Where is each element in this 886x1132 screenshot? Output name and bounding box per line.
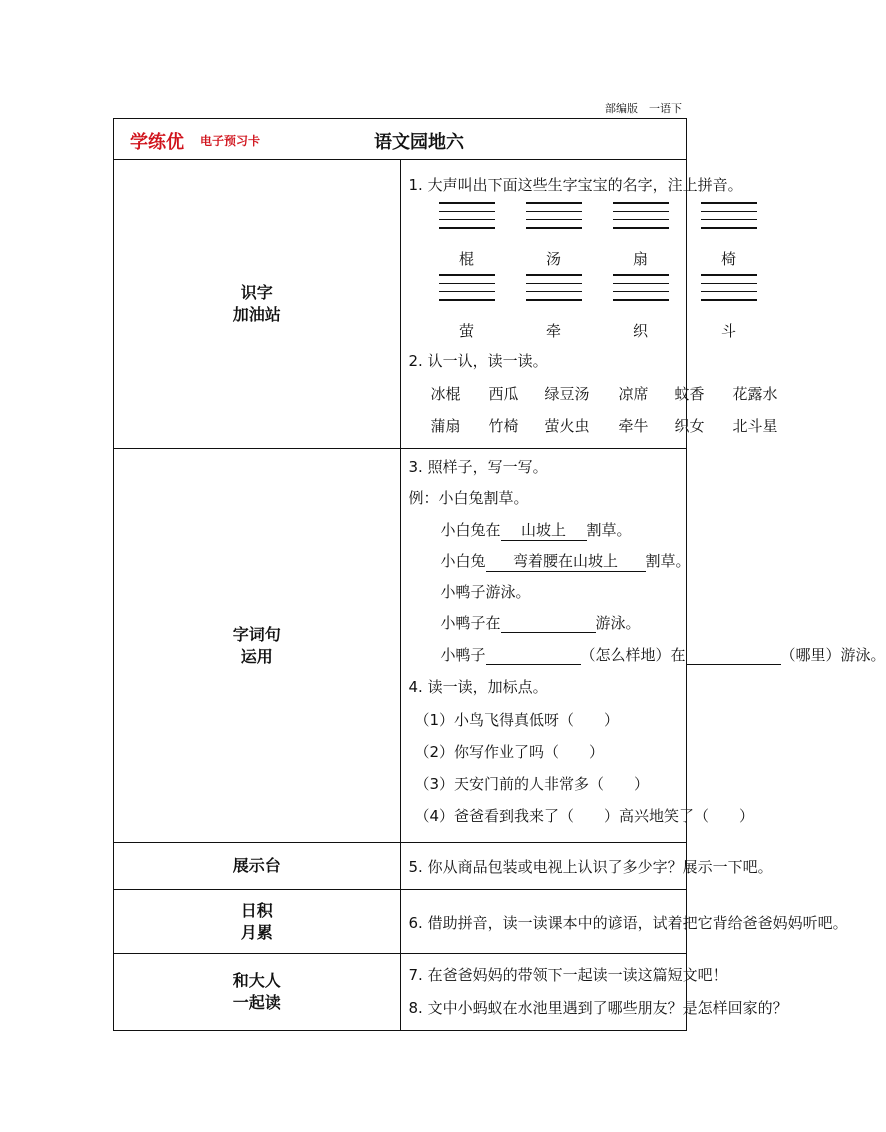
question-7: 7. 在爸爸妈妈的带领下一起读一读这篇短文吧！: [408, 966, 728, 984]
section-label-accumulate: 日积 月累: [114, 890, 401, 954]
question-1: 1. 大声叫出下面这些生字宝宝的名字，注上拼音。: [408, 176, 743, 194]
word: 绿豆汤: [544, 385, 590, 403]
question-2: 2. 认一认，读一读。: [408, 352, 548, 370]
character: 扇: [632, 250, 648, 268]
character: 棍: [458, 250, 474, 268]
section-reading: [400, 954, 788, 1031]
answer-blank[interactable]: [686, 646, 781, 665]
question-5: 5. 你从商品包装或电视上认识了多少字？展示一下吧。: [408, 858, 773, 876]
card-header: [114, 119, 687, 160]
word: 西瓜: [488, 385, 519, 403]
character: 斗: [720, 322, 736, 340]
section-accumulate: [400, 890, 848, 954]
word: 蚊香: [674, 385, 705, 403]
brand-subtitle: 电子预习卡: [200, 134, 261, 148]
section-display: [400, 843, 773, 890]
character: 牵: [545, 322, 561, 340]
word: 北斗星: [732, 417, 778, 435]
punctuation-item-3: （3）天安门前的人非常多（ ）: [414, 775, 650, 793]
character: 汤: [545, 250, 561, 268]
edition-label: 部编版 一语下: [605, 102, 682, 115]
word: 萤火虫: [544, 417, 590, 435]
example-label: 例：小白兔割草。: [408, 489, 529, 507]
pinyin-lines: [613, 202, 669, 236]
page-title: 语文园地六: [374, 132, 464, 153]
pinyin-lines: [613, 274, 669, 308]
answer-blank[interactable]: [501, 614, 596, 633]
section-literacy: [400, 160, 778, 449]
pinyin-lines: [439, 202, 495, 236]
character: 椅: [720, 250, 736, 268]
word: 织女: [674, 417, 705, 435]
character: 织: [632, 322, 648, 340]
pinyin-lines: [701, 202, 757, 236]
word: 凉席: [618, 385, 649, 403]
word: 蒲扇: [430, 417, 461, 435]
example-sentence-2: 小白兔 弯着腰在山坡上 割草。: [440, 552, 691, 570]
example-sentence-1: 小白兔在 山坡上 割草。: [440, 521, 632, 539]
pinyin-lines: [439, 274, 495, 308]
task-sentence: 小鸭子游泳。: [440, 583, 531, 601]
fill-sentence-1: 小鸭子在 游泳。: [440, 614, 641, 632]
question-4: 4. 读一读，加标点。: [408, 678, 548, 696]
fill-sentence-2: 小鸭子 （怎么样地）在 （哪里）游泳。: [440, 646, 886, 664]
pinyin-lines: [526, 274, 582, 308]
word: 竹椅: [488, 417, 519, 435]
punctuation-item-1: （1）小鸟飞得真低呀（ ）: [414, 711, 620, 729]
section-label-usage: 字词句 运用: [114, 449, 401, 843]
word: 花露水: [732, 385, 778, 403]
question-8: 8. 文中小蚂蚁在水池里遇到了哪些朋友？是怎样回家的？: [408, 999, 788, 1017]
punctuation-item-4: （4）爸爸看到我来了（ ）高兴地笑了（ ）: [414, 807, 755, 825]
section-label-reading: 和大人 一起读: [114, 954, 401, 1031]
question-6: 6. 借助拼音，读一读课本中的谚语，试着把它背给爸爸妈妈听吧。: [408, 914, 848, 932]
preview-card: [113, 118, 886, 1031]
word: 牵牛: [618, 417, 649, 435]
punctuation-item-2: （2）你写作业了吗（ ）: [414, 743, 605, 761]
answer-blank[interactable]: [486, 646, 581, 665]
brand-name: 学练优: [130, 132, 184, 153]
question-3: 3. 照样子，写一写。: [408, 458, 548, 476]
word: 冰棍: [430, 385, 461, 403]
section-label-display: 展示台: [114, 843, 401, 890]
pinyin-lines: [701, 274, 757, 308]
section-label-literacy: 识字 加油站: [114, 160, 401, 449]
section-usage: [400, 449, 886, 843]
pinyin-lines: [526, 202, 582, 236]
character: 萤: [458, 322, 474, 340]
